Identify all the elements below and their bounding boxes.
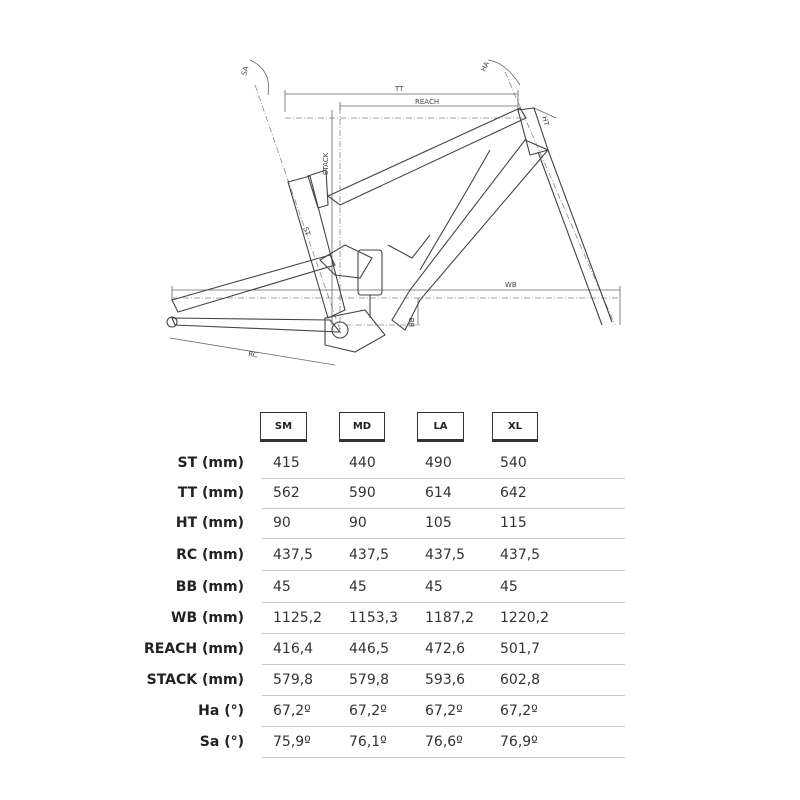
table-row-reach [130, 634, 625, 664]
stack-label: STACK [322, 152, 330, 175]
cell-xl: 67,2º [500, 703, 538, 719]
cell-xl: 642 [500, 485, 527, 501]
st-label: ST [301, 225, 312, 237]
down-tube [392, 140, 548, 330]
cell-sm: 75,9º [273, 734, 311, 750]
cell-la: 45 [425, 579, 443, 595]
row-label: STACK (mm) [146, 672, 244, 688]
row-label: Ha (°) [198, 703, 244, 719]
cell-xl: 437,5 [500, 547, 541, 563]
ha-angle-arc [488, 60, 520, 85]
cell-sm: 90 [273, 515, 291, 531]
row-label: RC (mm) [176, 547, 244, 563]
table-row-tt [130, 478, 625, 508]
size-header-md: MD [339, 412, 385, 442]
bottom-bracket-housing [325, 310, 385, 352]
row-label: BB (mm) [175, 579, 244, 595]
fork-line [548, 150, 612, 322]
table-row-rc [130, 540, 625, 570]
row-label: HT (mm) [175, 515, 244, 531]
cell-md: 90 [349, 515, 367, 531]
row-divider [262, 538, 625, 539]
cell-la: 1187,2 [425, 610, 474, 626]
cell-sm: 45 [273, 579, 291, 595]
row-label: ST (mm) [177, 455, 244, 471]
cell-la: 490 [425, 455, 452, 471]
cell-xl: 76,9º [500, 734, 538, 750]
down-tube-inner [420, 150, 490, 270]
top-tube [328, 108, 526, 205]
cell-sm: 67,2º [273, 703, 311, 719]
cell-md: 590 [349, 485, 376, 501]
wb-label: WB [505, 281, 517, 289]
table-row-stack [130, 665, 625, 695]
cell-la: 472,6 [425, 641, 466, 657]
cable-guide [388, 235, 430, 258]
ha-label: HA [479, 60, 492, 73]
frame-geometry-diagram [0, 0, 800, 390]
seat-stay [172, 255, 335, 312]
cell-la: 76,6º [425, 734, 463, 750]
sa-angle-arc [250, 60, 269, 95]
table-row-sa [130, 727, 625, 757]
cell-la: 437,5 [425, 547, 466, 563]
cell-sm: 579,8 [273, 672, 314, 688]
size-header-la: LA [417, 412, 464, 442]
row-divider [262, 757, 625, 758]
cell-sm: 415 [273, 455, 300, 471]
table-row-bb [130, 572, 625, 602]
cell-md: 440 [349, 455, 376, 471]
ht-label: HT [540, 115, 551, 127]
table-row-wb [130, 603, 625, 633]
rc-label: RC [247, 350, 259, 360]
tt-label: TT [395, 85, 404, 93]
row-label: WB (mm) [171, 610, 244, 626]
reach-label: REACH [415, 98, 440, 106]
cell-xl: 602,8 [500, 672, 541, 688]
cell-md: 67,2º [349, 703, 387, 719]
size-header-sm: SM [260, 412, 307, 442]
cell-sm: 562 [273, 485, 300, 501]
row-label: REACH (mm) [143, 641, 244, 657]
sa-label: SA [240, 65, 251, 77]
row-label: Sa (°) [199, 734, 244, 750]
table-row-st [130, 448, 625, 478]
cell-sm: 1125,2 [273, 610, 322, 626]
cell-md: 45 [349, 579, 367, 595]
cell-la: 105 [425, 515, 452, 531]
row-label: TT (mm) [177, 485, 244, 501]
cell-md: 76,1º [349, 734, 387, 750]
cell-la: 67,2º [425, 703, 463, 719]
cell-sm: 416,4 [273, 641, 314, 657]
size-header-xl: XL [492, 412, 538, 442]
chain-stay [172, 318, 340, 332]
bb-label: BB [408, 317, 416, 327]
cell-xl: 45 [500, 579, 518, 595]
cell-xl: 501,7 [500, 641, 541, 657]
seat-tube [288, 176, 345, 318]
cell-md: 446,5 [349, 641, 390, 657]
cell-la: 593,6 [425, 672, 466, 688]
cell-sm: 437,5 [273, 547, 314, 563]
cell-md: 437,5 [349, 547, 390, 563]
table-row-ha [130, 696, 625, 726]
cell-md: 1153,3 [349, 610, 398, 626]
cell-xl: 1220,2 [500, 610, 549, 626]
cell-xl: 115 [500, 515, 527, 531]
cell-md: 579,8 [349, 672, 390, 688]
table-row-ht [130, 508, 625, 538]
row-divider [262, 570, 625, 571]
cell-la: 614 [425, 485, 452, 501]
cell-xl: 540 [500, 455, 527, 471]
seat-axis-line [255, 85, 340, 330]
